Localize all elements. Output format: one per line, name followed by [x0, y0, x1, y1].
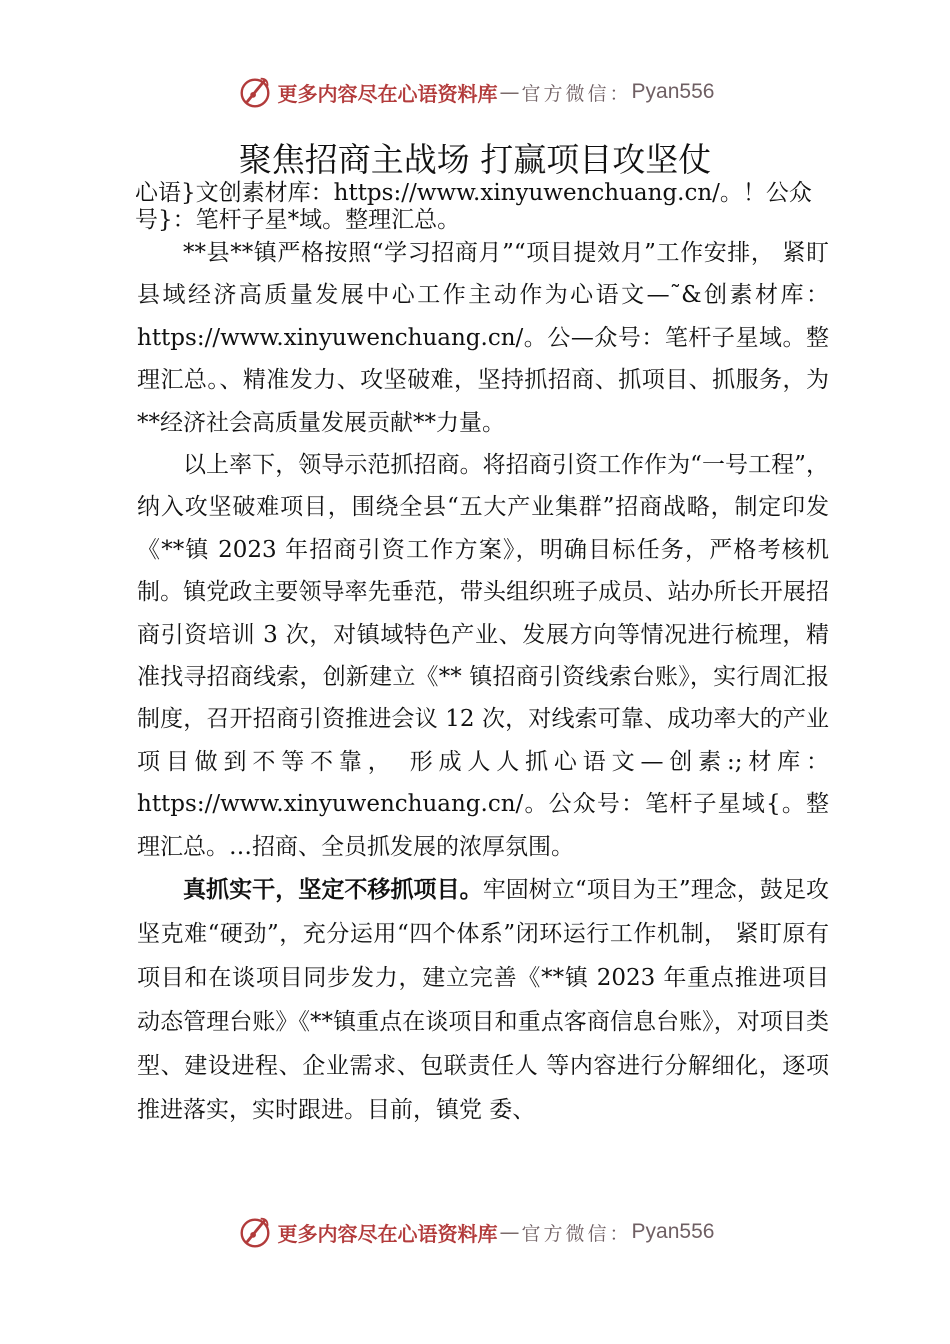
banner-wechat-label: 官方微信：: [521, 1222, 632, 1245]
document-body: [137, 232, 829, 1132]
header-banner: [0, 72, 950, 112]
banner-text: 更多内容尽在心语资料库: [277, 1221, 498, 1246]
brand-logo-icon: [236, 1213, 274, 1251]
banner-wechat-id: Pyan556: [631, 80, 715, 103]
paragraph-2: [137, 444, 829, 868]
paragraph-1: [137, 232, 829, 444]
banner-separator: —: [499, 80, 520, 104]
footer-banner: [0, 1212, 950, 1252]
paragraph-lead: 真抓实干，坚定不移抓项目。: [183, 877, 483, 904]
banner-wechat-label: 官方微信：: [521, 82, 632, 105]
banner-separator: —: [499, 1220, 520, 1244]
paragraph-text: **县**镇严格按照“学习招商月”“项目提效月”工作安排， 紧盯县域经济高质量发展中心工作主动作为心语文—˜&创素材库：https://www.xinyuwenchuang.cn/。公—众号：笔杆子星域。整理汇总。、精准发力、攻坚破难，坚持抓招商、抓项目、抓服务，为**经济社会高质量发展贡献**力量。: [137, 240, 829, 436]
paragraph-text: 以上率下，领导示范抓招商。将招商引资工作作为“一号工程”，纳入攻坚破难项目，围绕全县“五大产业集群”招商战略，制定印发《**镇 2023 年招商引资工作方案》，明确目标任务，严格考核机制。镇党政主要领导率先垂范，带头组织班子成员、站办所长开展招商引资培训 3 次，对镇域特色产业、发展方向等情况进行梳理，精准找寻招商线索，创新建立《** 镇招商引资线索台账》，实行周汇报制度，召开招商引资推进会议 12 次，对线索可靠、成功率大的产业项目做到不等不靠， 形成人人抓心语文—创素:;材库：https://www.xinyuwenchuang.cn/。公众号：笔杆子星域{。整理汇总。…招商、全员抓发展的浓厚氛围。: [137, 452, 829, 860]
page-title: 聚焦招商主战场 打赢项目攻坚仗: [238, 140, 712, 179]
banner-wechat-id: Pyan556: [631, 1220, 715, 1243]
banner-text: 更多内容尽在心语资料库: [277, 81, 498, 106]
paragraph-text: 牢固树立“项目为王”理念，鼓足攻坚克难“硬劲”，充分运用“四个体系”闭环运行工作机制， 紧盯原有项目和在谈项目同步发力，建立完善《**镇 2023 年重点推进项目动态管理台账》《**镇重点在谈项目和重点客商信息台账》，对项目类型、建设进程、企业需求、包联责任人 等内容进行分解细化，逐项推进落实，实时跟进。目前，镇党 委、: [137, 877, 829, 1124]
brand-logo-icon: [236, 73, 274, 111]
paragraph-3: [137, 868, 829, 1132]
intro-note: 心语}文创素材库：https://www.xinyuwenchuang.cn/。！公众号}：笔杆子星*域。整理汇总。: [135, 180, 812, 233]
